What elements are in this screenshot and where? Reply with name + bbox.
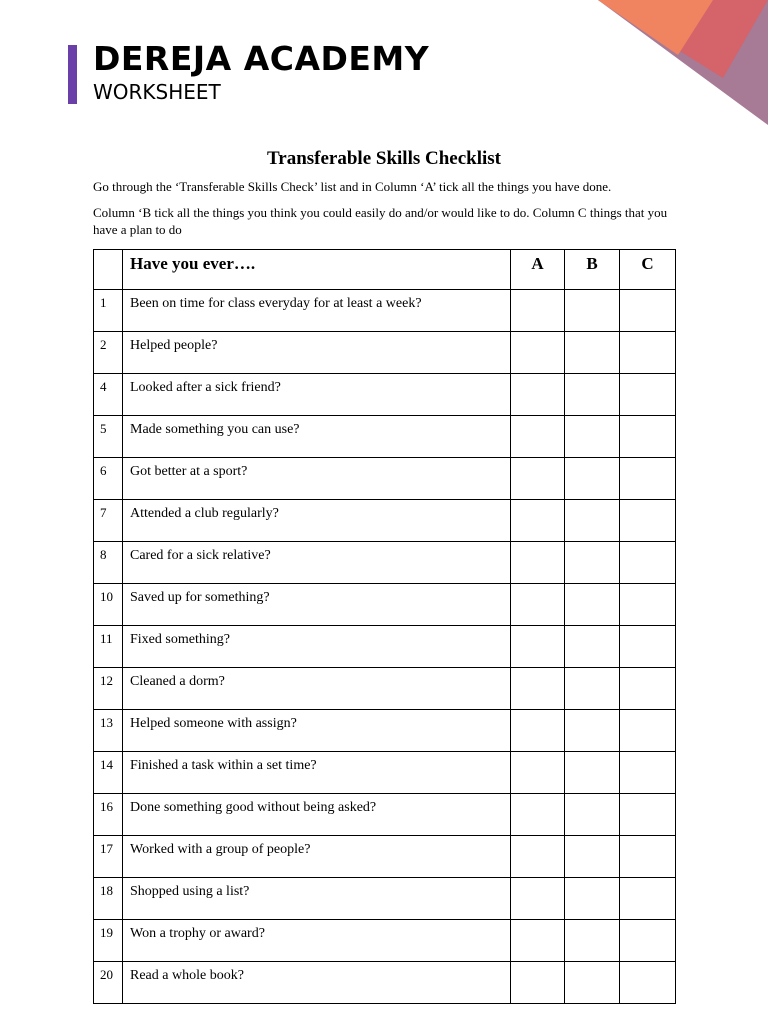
worksheet-label: WORKSHEET [93,80,221,104]
tick-cell-a[interactable] [511,878,565,920]
tick-cell-c[interactable] [620,878,676,920]
table-row [94,332,676,374]
tick-cell-b[interactable] [565,500,620,542]
row-number: 7 [94,500,123,542]
tick-cell-a[interactable] [511,416,565,458]
row-number: 16 [94,794,123,836]
tick-cell-a[interactable] [511,710,565,752]
column-a-header: A [511,250,565,290]
row-number: 14 [94,752,123,794]
tick-cell-b[interactable] [565,332,620,374]
table-row [94,584,676,626]
tick-cell-a[interactable] [511,374,565,416]
corner-decoration [598,0,768,125]
row-question: Cleaned a dorm? [123,668,511,710]
question-column-header: Have you ever…. [123,250,511,290]
tick-cell-b[interactable] [565,920,620,962]
table-row [94,710,676,752]
instruction-paragraph: Go through the ‘Transferable Skills Check’ list and in Column ‘A’ tick all the things you have done. [93,179,612,194]
row-question: Read a whole book? [123,962,511,1004]
number-column-header [94,250,123,290]
table-row [94,836,676,878]
tick-cell-a[interactable] [511,542,565,584]
row-question: Attended a club regularly? [123,500,511,542]
row-number: 19 [94,920,123,962]
row-number: 1 [94,290,123,332]
tick-cell-b[interactable] [565,626,620,668]
header-accent-bar [68,45,77,104]
tick-cell-c[interactable] [620,542,676,584]
tick-cell-c[interactable] [620,710,676,752]
tick-cell-c[interactable] [620,794,676,836]
tick-cell-c[interactable] [620,920,676,962]
tick-cell-b[interactable] [565,794,620,836]
row-question: Done something good without being asked? [123,794,511,836]
instruction-paragraph: Column ‘B tick all the things you think you could easily do and/or would like to do. Column C things that you have a plan to do [93,205,668,237]
instructions [93,178,678,247]
tick-cell-b[interactable] [565,962,620,1004]
tick-cell-a[interactable] [511,920,565,962]
tick-cell-b[interactable] [565,416,620,458]
row-number: 2 [94,332,123,374]
tick-cell-c[interactable] [620,290,676,332]
tick-cell-a[interactable] [511,752,565,794]
tick-cell-c[interactable] [620,332,676,374]
tick-cell-b[interactable] [565,584,620,626]
table-row [94,416,676,458]
row-number: 4 [94,374,123,416]
row-question: Fixed something? [123,626,511,668]
tick-cell-a[interactable] [511,290,565,332]
table-row [94,962,676,1004]
tick-cell-c[interactable] [620,668,676,710]
row-question: Made something you can use? [123,416,511,458]
row-question: Cared for a sick relative? [123,542,511,584]
row-question: Saved up for something? [123,584,511,626]
tick-cell-a[interactable] [511,500,565,542]
tick-cell-a[interactable] [511,962,565,1004]
table-row [94,878,676,920]
table-row [94,500,676,542]
row-number: 6 [94,458,123,500]
row-number: 10 [94,584,123,626]
tick-cell-b[interactable] [565,374,620,416]
column-b-header: B [565,250,620,290]
row-question: Helped someone with assign? [123,710,511,752]
table-row [94,290,676,332]
tick-cell-b[interactable] [565,878,620,920]
tick-cell-c[interactable] [620,584,676,626]
tick-cell-b[interactable] [565,752,620,794]
row-number: 20 [94,962,123,1004]
row-question: Helped people? [123,332,511,374]
tick-cell-b[interactable] [565,290,620,332]
tick-cell-c[interactable] [620,626,676,668]
tick-cell-a[interactable] [511,794,565,836]
table-row [94,458,676,500]
tick-cell-a[interactable] [511,584,565,626]
brand-title: DEREJA ACADEMY [93,39,430,78]
table-row [94,668,676,710]
table-row [94,374,676,416]
tick-cell-b[interactable] [565,542,620,584]
row-number: 11 [94,626,123,668]
row-number: 5 [94,416,123,458]
tick-cell-c[interactable] [620,458,676,500]
table-header-row [94,250,676,290]
row-question: Won a trophy or award? [123,920,511,962]
tick-cell-a[interactable] [511,836,565,878]
tick-cell-b[interactable] [565,710,620,752]
tick-cell-c[interactable] [620,962,676,1004]
row-question: Worked with a group of people? [123,836,511,878]
table-row [94,626,676,668]
tick-cell-a[interactable] [511,458,565,500]
tick-cell-c[interactable] [620,374,676,416]
row-number: 13 [94,710,123,752]
tick-cell-b[interactable] [565,458,620,500]
table-row [94,542,676,584]
skills-checklist-table [93,249,676,1004]
row-question: Got better at a sport? [123,458,511,500]
tick-cell-a[interactable] [511,626,565,668]
document-title: Transferable Skills Checklist [267,148,501,169]
tick-cell-b[interactable] [565,668,620,710]
table-row [94,752,676,794]
row-question: Finished a task within a set time? [123,752,511,794]
tick-cell-a[interactable] [511,332,565,374]
tick-cell-c[interactable] [620,836,676,878]
column-c-header: C [620,250,676,290]
tick-cell-b[interactable] [565,836,620,878]
tick-cell-c[interactable] [620,416,676,458]
tick-cell-a[interactable] [511,668,565,710]
row-number: 12 [94,668,123,710]
table-row [94,794,676,836]
tick-cell-c[interactable] [620,752,676,794]
row-number: 18 [94,878,123,920]
row-question: Looked after a sick friend? [123,374,511,416]
row-number: 17 [94,836,123,878]
row-question: Shopped using a list? [123,878,511,920]
row-question: Been on time for class everyday for at least a week? [123,290,511,332]
tick-cell-c[interactable] [620,500,676,542]
table-row [94,920,676,962]
row-number: 8 [94,542,123,584]
